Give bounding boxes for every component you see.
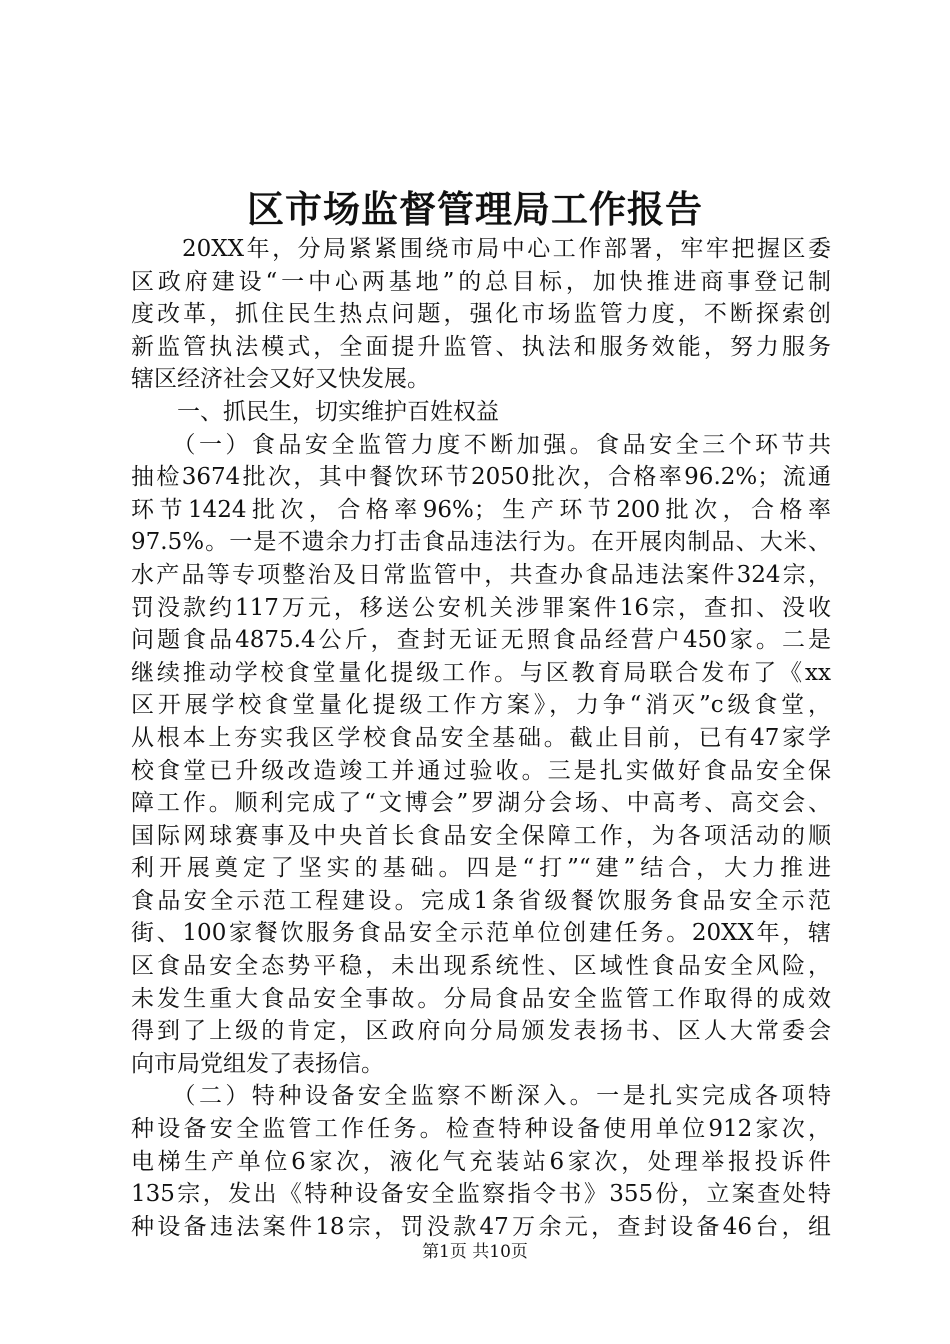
text-line: 135宗，发出《特种设备安全监察指令书》355份，立案查处特 — [131, 1181, 831, 1208]
text-line: 校食堂已升级改造竣工并通过验收。三是扎实做好食品安全保 — [131, 757, 831, 784]
text-line: 从根本上夯实我区学校食品安全基础。截止目前，已有47家学 — [131, 724, 831, 751]
text-line: 区政府建设“一中心两基地”的总目标，加快推进商事登记制 — [131, 268, 831, 295]
text-line: 区食品安全态势平稳，未出现系统性、区域性食品安全风险， — [131, 953, 831, 980]
text-line: 环节1424批次，合格率96%；生产环节200批次，合格率 — [131, 496, 831, 523]
text-line: 食品安全示范工程建设。完成1条省级餐饮服务食品安全示范 — [131, 887, 831, 914]
text-line: 继续推动学校食堂量化提级工作。与区教育局联合发布了《xx — [131, 659, 831, 686]
text-line: （一）食品安全监管力度不断加强。食品安全三个环节共 — [131, 431, 831, 458]
text-line: 利开展奠定了坚实的基础。四是“打”“建”结合，大力推进 — [131, 855, 831, 882]
text-line: 向市局党组发了表扬信。 — [131, 1050, 384, 1077]
text-line: 度改革，抓住民生热点问题，强化市场监管力度，不断探索创 — [131, 301, 831, 328]
text-line: 辖区经济社会又好又快发展。 — [131, 366, 430, 393]
report-body — [131, 233, 831, 1243]
text-line: 街、100家餐饮服务食品安全示范单位创建任务。20XX年，辖 — [131, 920, 831, 947]
text-line: 区开展学校食堂量化提级工作方案》，力争“消灭”c级食堂， — [131, 692, 831, 719]
text-line: 新监管执法模式，全面提升监管、执法和服务效能，努力服务 — [131, 333, 831, 360]
text-line: 种设备安全监管工作任务。检查特种设备使用单位912家次， — [131, 1116, 831, 1143]
page-title: 区市场监督管理局工作报告 — [247, 187, 703, 231]
text-line: （二）特种设备安全监察不断深入。一是扎实完成各项特 — [131, 1083, 831, 1110]
page-footer: 第1页 共10页 — [422, 1242, 528, 1262]
text-line: 罚没款约117万元，移送公安机关涉罪案件16宗，查扣、没收 — [131, 594, 831, 621]
text-line: 障工作。顺利完成了“文博会”罗湖分会场、中高考、高交会、 — [131, 790, 831, 817]
text-line: 得到了上级的肯定，区政府向分局颁发表扬书、区人大常委会 — [131, 1018, 831, 1045]
text-line: 水产品等专项整治及日常监管中，共查办食品违法案件324宗， — [131, 561, 831, 588]
text-line: 抽检3674批次，其中餐饮环节2050批次，合格率96.2%；流通 — [131, 464, 831, 491]
text-line: 一、抓民生，切实维护百姓权益 — [131, 398, 499, 425]
text-line: 电梯生产单位6家次，液化气充装站6家次，处理举报投诉件 — [131, 1148, 831, 1175]
text-line: 种设备违法案件18宗，罚没款47万余元，查封设备46台，组 — [131, 1213, 831, 1240]
text-line: 问题食品4875.4公斤，查封无证无照食品经营户450家。二是 — [131, 627, 831, 654]
text-line: 20XX年，分局紧紧围绕市局中心工作部署，牢牢把握区委 — [131, 236, 831, 262]
text-line: 国际网球赛事及中央首长食品安全保障工作，为各项活动的顺 — [131, 822, 831, 849]
text-line: 97.5%。一是不遗余力打击食品违法行为。在开展肉制品、大米、 — [131, 529, 831, 556]
text-line: 未发生重大食品安全事故。分局食品安全监管工作取得的成效 — [131, 985, 831, 1012]
